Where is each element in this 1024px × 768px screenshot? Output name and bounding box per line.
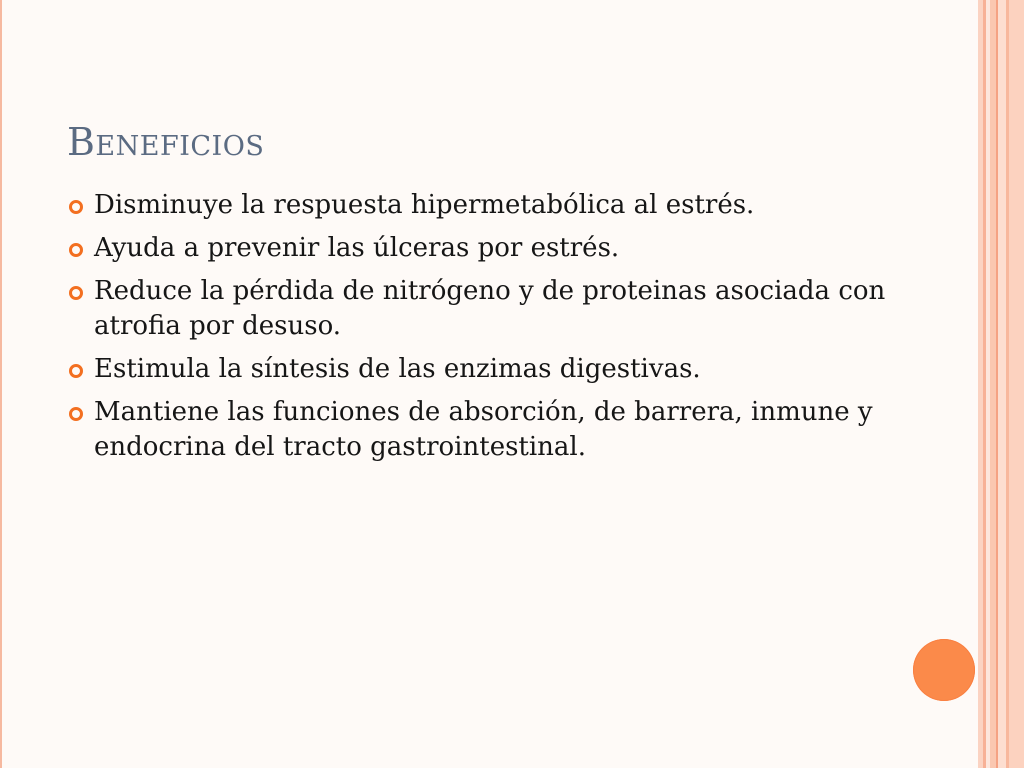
bullet-item	[67, 352, 962, 387]
bullet-item	[67, 188, 962, 223]
bullet-ring-icon	[69, 407, 83, 421]
bullet-item	[67, 395, 962, 465]
bullet-ring-icon	[69, 243, 83, 257]
bullet-ring-icon	[69, 364, 83, 378]
left-border-line	[0, 0, 2, 768]
bullet-text: Ayuda a prevenir las úlceras por estrés.	[94, 233, 620, 263]
bullet-text: Mantiene las funciones de absorción, de barrera, inmune y endocrina del tracto gastrointestinal.	[94, 397, 873, 462]
bullet-item	[67, 231, 962, 266]
bullet-ring-icon	[69, 286, 83, 300]
bullet-text: Estimula la síntesis de las enzimas digestivas.	[94, 354, 701, 384]
bullet-ring-icon	[69, 200, 83, 214]
slide-title: Beneficios	[67, 120, 265, 164]
bullet-text: Reduce la pérdida de nitrógeno y de proteinas asociada con atrofia por desuso.	[94, 276, 886, 341]
stripe	[998, 0, 1006, 768]
orange-circle-decoration	[913, 639, 975, 701]
bullet-text: Disminuye la respuesta hipermetabólica al estrés.	[94, 190, 755, 220]
bullet-item	[67, 274, 962, 344]
bullet-list	[67, 188, 962, 473]
stripe	[1009, 0, 1024, 768]
